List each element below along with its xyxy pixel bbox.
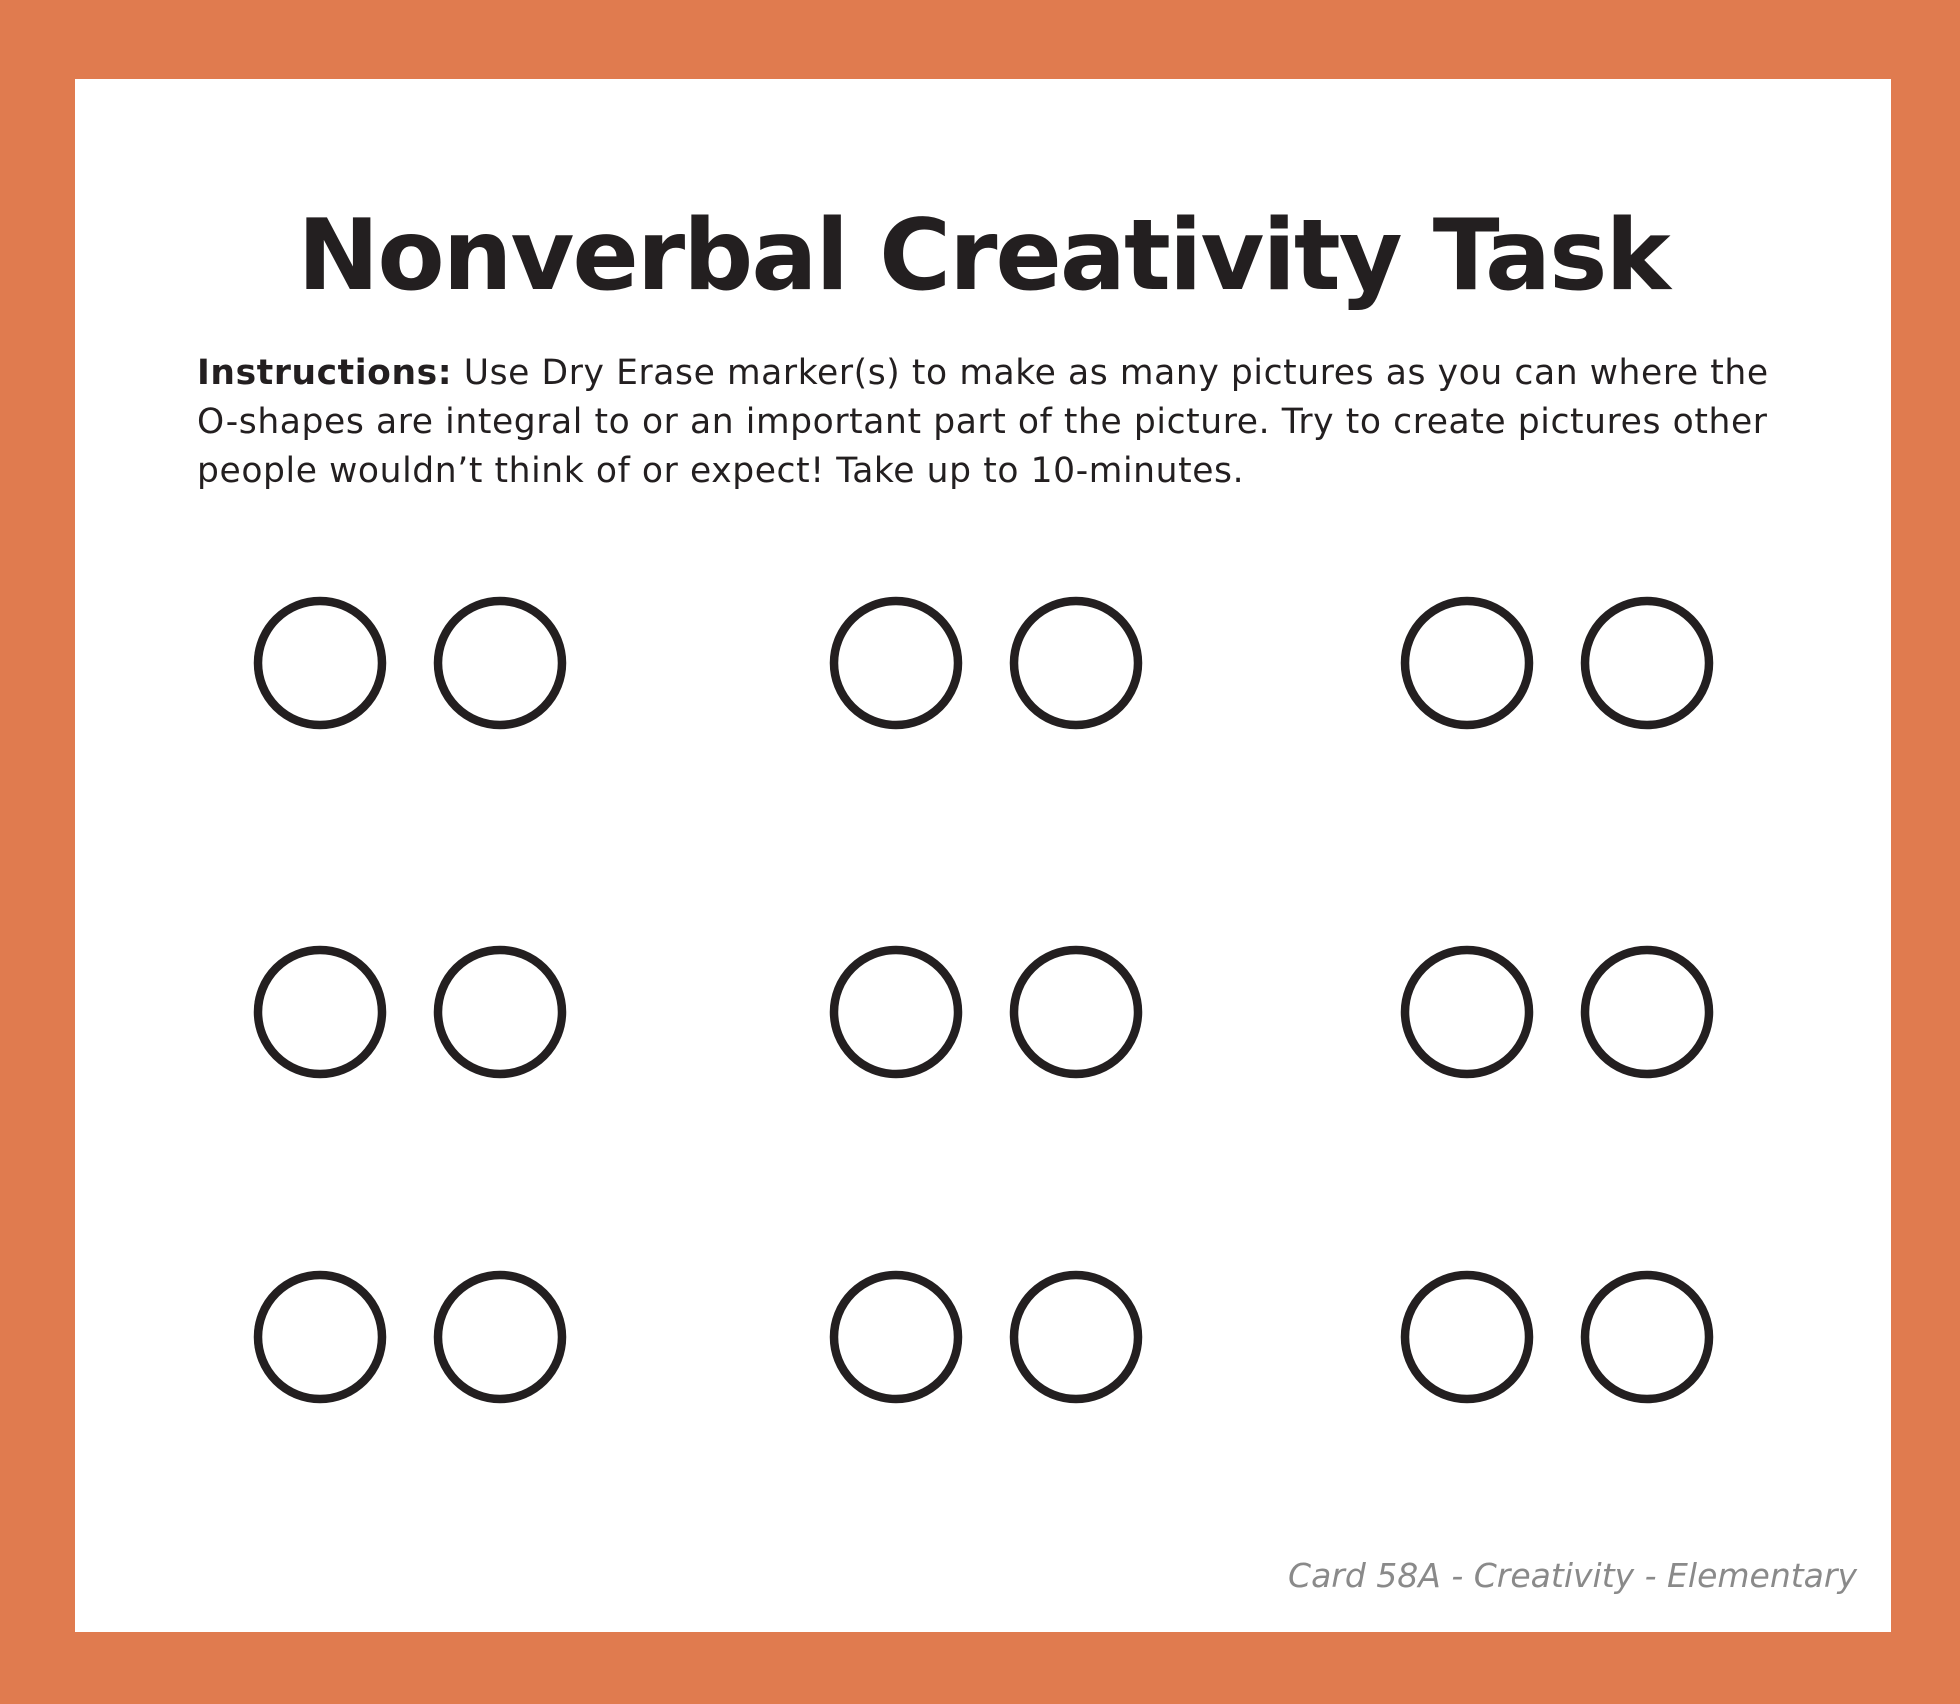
o-shape-circle [1585, 1275, 1709, 1399]
o-shapes-grid [75, 79, 1891, 1632]
o-shape-circle [834, 601, 958, 725]
o-shape-pair [258, 1275, 562, 1399]
card-footer: Card 58A - Creativity - Elementary [1288, 1556, 1857, 1595]
o-shape-circle [438, 601, 562, 725]
o-shape-pair [1405, 601, 1709, 725]
o-shape-pair [1405, 950, 1709, 1074]
instructions-line-3: people wouldn’t think of or expect! Take up to 10-minutes. [197, 451, 1245, 491]
o-shape-pair [1405, 1275, 1709, 1399]
o-shape-circle [834, 950, 958, 1074]
o-shape-pair [834, 950, 1138, 1074]
o-shape-circle [1585, 950, 1709, 1074]
o-shape-circle [1405, 601, 1529, 725]
card-title: Nonverbal Creativity Task [297, 199, 1669, 313]
o-shape-circle [258, 950, 382, 1074]
instructions-line-1: Use Dry Erase marker(s) to make as many pictures as you can where the [452, 353, 1769, 393]
o-shape-circle [1405, 950, 1529, 1074]
o-shape-circle [258, 1275, 382, 1399]
o-shape-circle [1014, 601, 1138, 725]
o-shape-circle [438, 950, 562, 1074]
instructions-line-2: O-shapes are integral to or an important part of the picture. Try to create pictures other [197, 402, 1768, 442]
instructions-label: Instructions: [197, 353, 453, 393]
o-shape-pair [834, 601, 1138, 725]
o-shape-circle [438, 1275, 562, 1399]
o-shape-circle [834, 1275, 958, 1399]
o-shape-circle [1014, 950, 1138, 1074]
task-card [75, 79, 1891, 1632]
o-shape-circle [1585, 601, 1709, 725]
o-shape-circle [1405, 1275, 1529, 1399]
o-shape-pair [258, 950, 562, 1074]
o-shape-circle [258, 601, 382, 725]
o-shape-pair [258, 601, 562, 725]
o-shape-pair [834, 1275, 1138, 1399]
o-shape-circle [1014, 1275, 1138, 1399]
